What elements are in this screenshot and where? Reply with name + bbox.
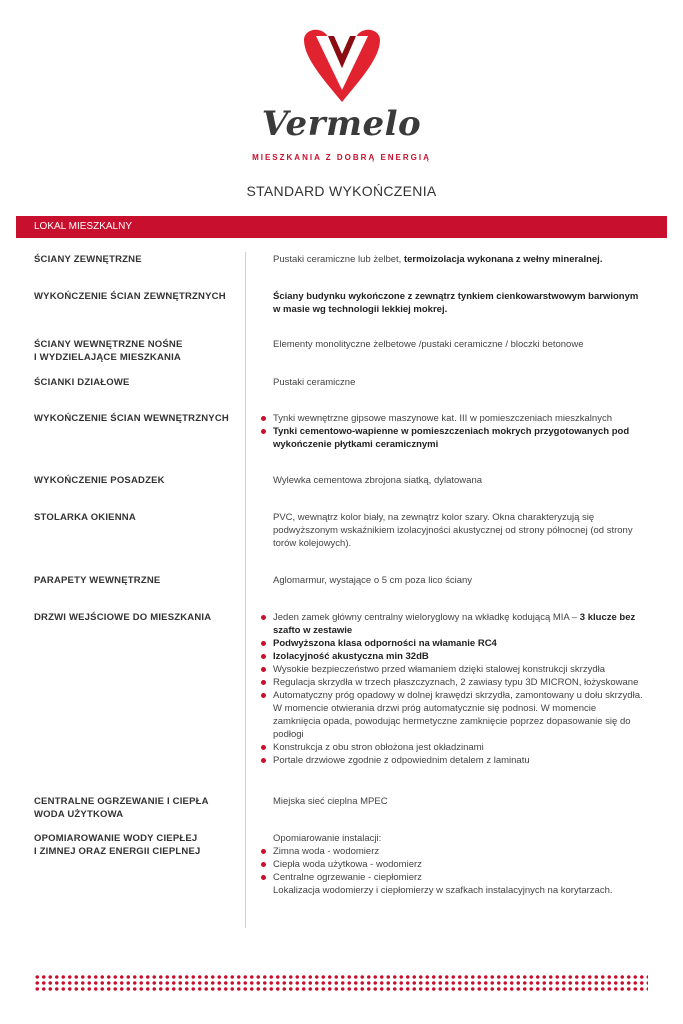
list-item: Tynki wewnętrzne gipsowe maszynowe kat. III w pomieszczeniach mieszkalnych [273,412,645,425]
list-item [273,650,645,663]
row-value-wykonczenie-scian-zewnetrznych [273,290,645,316]
label-line: OPOMIAROWANIE WODY CIEPŁEJ [34,833,198,844]
row-label-wykonczenie-scian-zewnetrznych: WYKOŃCZENIE ŚCIAN ZEWNĘTRZNYCH [34,291,226,302]
row-value-scianki-dzialowe: Pustaki ceramiczne [273,377,356,388]
list-item [273,425,645,451]
list-item: Automatyczny próg opadowy w dolnej krawędzi skrzydła, zamontowany u dołu skrzydła. W momencie otwierania drzwi próg automatycznie się podnosi. W momencie zamknięcia opada, powodując hermetyczne zamknięcie poprzez dopasowanie się do podłogi [273,689,645,741]
section-header: LOKAL MIESZKALNY [16,216,667,238]
value-bold: Izolacyjność akustyczna min 32dB [273,651,429,662]
list-item: Centralne ogrzewanie - ciepłomierz [273,871,645,884]
label-line: ŚCIANY WEWNĘTRZNE NOŚNE [34,339,183,350]
row-label-sciany-zewnetrzne: ŚCIANY ZEWNĘTRZNE [34,254,142,265]
list-item: Wysokie bezpieczeństwo przed włamaniem dzięki stalowej konstrukcji skrzydła [273,663,645,676]
row-label-drzwi-wejsciowe: DRZWI WEJŚCIOWE DO MIESZKANIA [34,612,212,623]
value-bold: Tynki cementowo-wapienne w pomieszczeniach mokrych przygotowanych pod wykończenie płytkami ceramicznymi [273,426,630,450]
row-value-sciany-wewnetrzne-nosne: Elementy monolityczne żelbetowe /pustaki ceramiczne / bloczki betonowe [273,339,584,350]
column-divider [245,252,246,928]
row-value-wykonczenie-scian-wewnetrznych [273,412,645,451]
vermelo-heart-v-icon [300,28,384,104]
row-value-parapety-wewnetrzne: Aglomarmur, wystające o 5 cm poza lico ściany [273,575,473,586]
row-value-centralne-ogrzewanie: Miejska sieć cieplna MPEC [273,796,388,807]
list-item: Portale drzwiowe zgodnie z odpowiednim detalem z laminatu [273,754,645,767]
row-value-drzwi-wejsciowe [273,611,645,767]
row-value-stolarka-okienna: PVC, wewnątrz kolor biały, na zewnątrz kolor szary. Okna charakteryzują się podwyższonym wskaźnikiem izolacyjności akustycznej od strony północnej (od strony torów kolejowych). [273,512,633,549]
label-line: I ZIMNEJ ORAZ ENERGII CIEPLNEJ [34,846,201,857]
label-line: CENTRALNE OGRZEWANIE I CIEPŁA [34,796,209,807]
value-plain: Pustaki ceramiczne lub żelbet, [273,254,404,265]
row-label-wykonczenie-scian-wewnetrznych: WYKOŃCZENIE ŚCIAN WEWNĘTRZNYCH [34,413,229,424]
value-bold: termoizolacja wykonana z wełny mineralnej. [403,254,603,265]
row-label-scianki-dzialowe: ŚCIANKI DZIAŁOWE [34,377,130,388]
row-label-centralne-ogrzewanie [34,795,239,821]
row-value-opomiarowanie [273,832,645,897]
decorative-dot-pattern [34,974,648,992]
row-label-stolarka-okienna: STOLARKA OKIENNA [34,512,136,523]
value-intro: Opomiarowanie instalacji: [273,833,382,844]
page-title: STANDARD WYKOŃCZENIA [246,183,437,199]
label-line: WODA UŻYTKOWA [34,809,124,820]
value-bold: 3 klucze bez szafto w zestawie [273,612,636,636]
brand-tagline: MIESZKANIA Z DOBRĄ ENERGIĄ [252,153,431,162]
row-label-wykonczenie-posadzek: WYKOŃCZENIE POSADZEK [34,475,165,486]
value-bold: Ściany budynku wykończone z zewnątrz tynkiem cienkowarstwowym barwionym w masie wg technologii lekkiej mokrej. [273,291,639,315]
list-item: Konstrukcja z obu stron obłożona jest okładzinami [273,741,645,754]
value-plain: Jeden zamek główny centralny wieloryglowy na wkładkę kodującą MIA – [273,612,580,623]
value-bold: Podwyższona klasa odporności na włamanie RC4 [273,638,497,649]
list-item [273,611,645,637]
row-value-wykonczenie-posadzek: Wylewka cementowa zbrojona siatką, dylatowana [273,475,483,486]
row-label-sciany-wewnetrzne-nosne [34,338,239,364]
label-line: I WYDZIELAJĄCE MIESZKANIA [34,352,181,363]
value-outro: Lokalizacja wodomierzy i ciepłomierzy w szafkach instalacyjnych na korytarzach. [273,885,613,896]
row-label-opomiarowanie [34,832,239,858]
brand-name: Vermelo [261,104,422,144]
row-value-sciany-zewnetrzne [273,253,645,266]
row-label-parapety-wewnetrzne: PARAPETY WEWNĘTRZNE [34,575,161,586]
list-item: Ciepła woda użytkowa - wodomierz [273,858,645,871]
list-item: Zimna woda - wodomierz [273,845,645,858]
list-item: Regulacja skrzydła w trzech płaszczyznach, 2 zawiasy typu 3D MICRON, łożyskowane [273,676,645,689]
logo [0,28,683,104]
list-item [273,637,645,650]
